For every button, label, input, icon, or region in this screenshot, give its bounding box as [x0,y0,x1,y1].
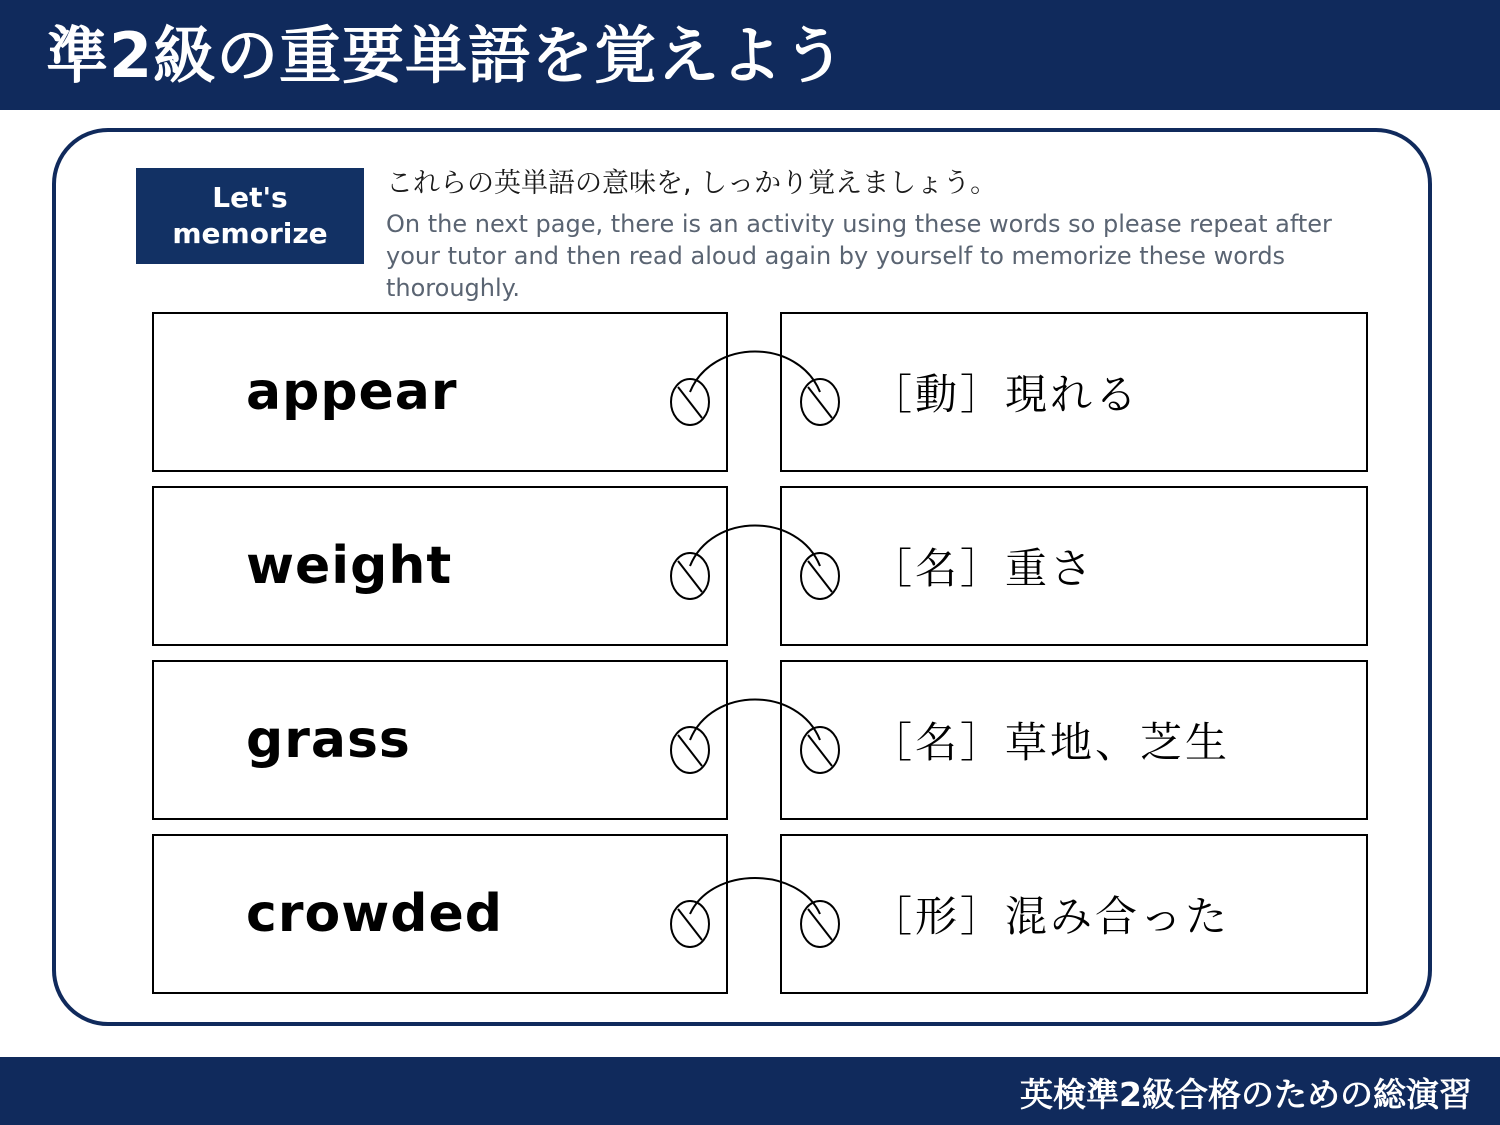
english-word-box [152,486,728,646]
japanese-meaning-box [780,660,1368,820]
english-word-box [152,312,728,472]
word-row [152,486,1368,652]
instructions [386,164,1386,304]
badge-line-2: memorize [172,217,328,250]
footer-bar [0,1057,1500,1125]
english-word: appear [246,362,458,422]
footer-title: 英検準2級合格のための総演習 [1020,1075,1472,1114]
english-word: weight [246,536,453,596]
japanese-meaning: ［動］現れる [870,370,1141,419]
english-word: grass [246,710,411,770]
page-title: 準2級の重要単語を覚えよう [46,19,847,92]
japanese-meaning-box [780,312,1368,472]
content-frame [52,128,1432,1026]
instruction-japanese: これらの英単語の意味を, しっかり覚えましょう。 [386,168,998,199]
header-bar [0,0,1500,110]
japanese-meaning: ［名］重さ [870,544,1096,593]
instruction-english: On the next page, there is an activity using these words so please repeat after your tutor and then read aloud again by yourself to memorize these words thoroughly. [386,210,1332,302]
english-word: crowded [246,884,503,944]
english-word-box [152,660,728,820]
english-word-box [152,834,728,994]
word-row [152,834,1368,1000]
badge-line-1: Let's [212,181,288,214]
japanese-meaning-box [780,486,1368,646]
japanese-meaning: ［形］混み合った [870,892,1231,941]
lets-memorize-badge [136,168,364,264]
word-row [152,660,1368,826]
word-row [152,312,1368,478]
japanese-meaning-box [780,834,1368,994]
japanese-meaning: ［名］草地、芝生 [870,718,1231,767]
word-list [152,312,1368,1008]
